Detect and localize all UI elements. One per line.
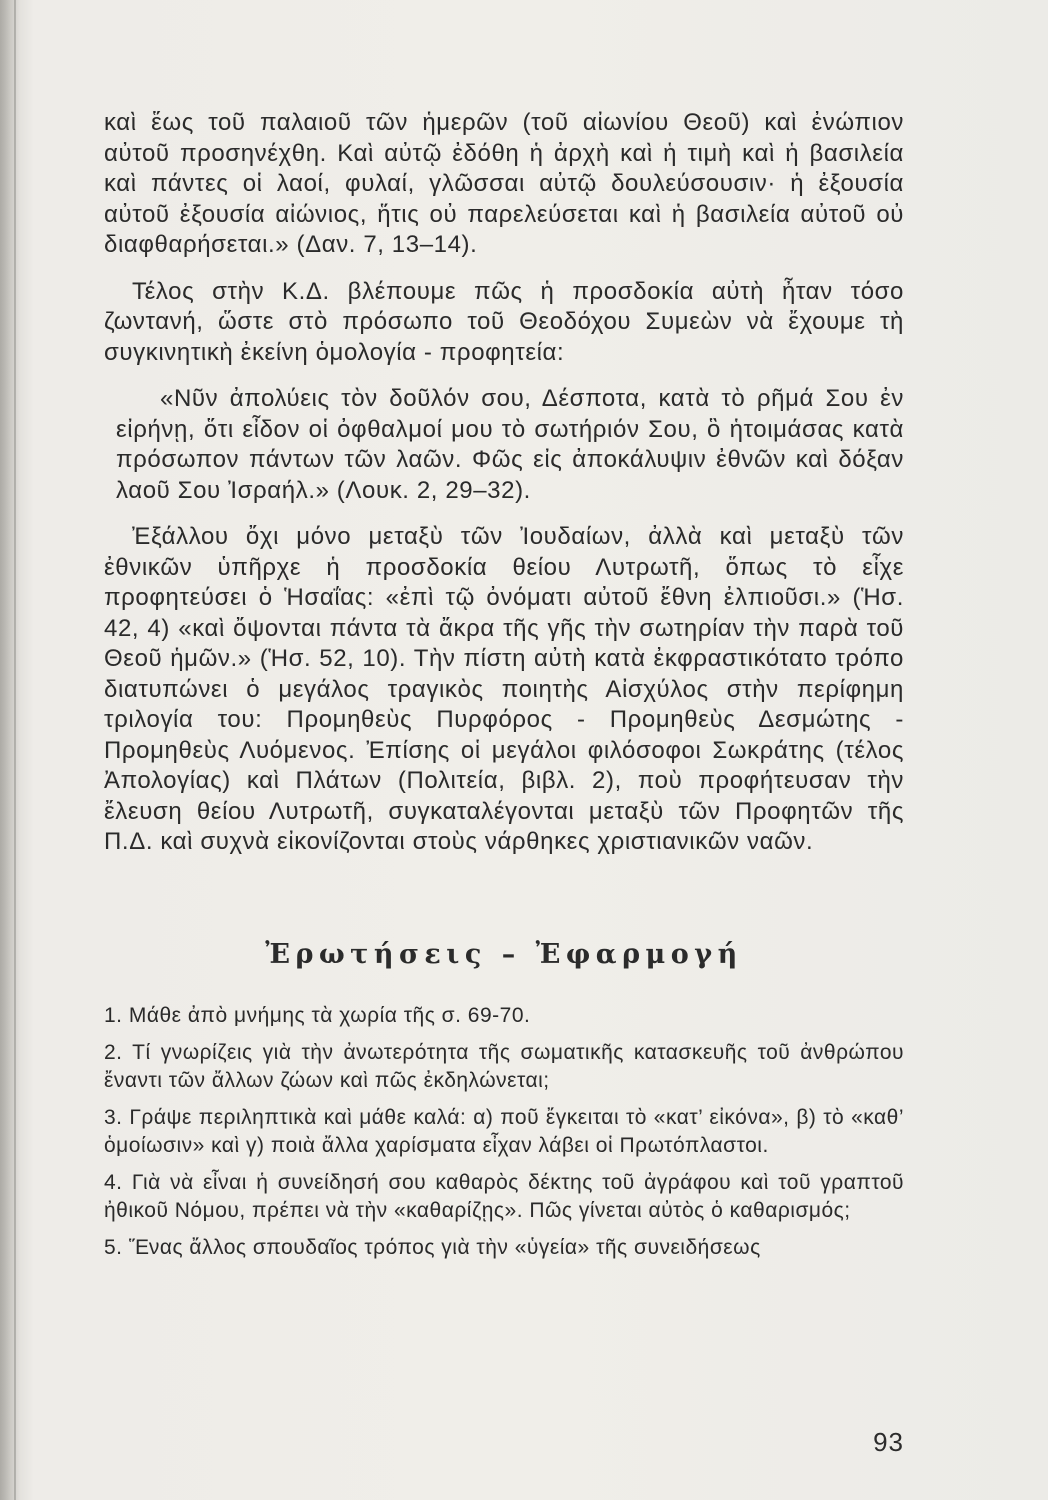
paragraph-gentiles-expectation: Ἐξάλλου ὄχι μόνο μεταξὺ τῶν Ἰουδαίων, ἀλλὰ καὶ μεταξὺ τῶν ἐθνικῶν ὑπῆρχε ἡ προσδοκία θείου Λυτρωτῆ, ὅπως τὸ εἶχε προφητεύσει ὁ Ἡσαΐας: «ἐπὶ τῷ ὀνόματι αὐτοῦ ἔθνη ἐλπιοῦσι.» (Ἡσ. 42, 4) «καὶ ὄψονται πάντα τὰ ἄκρα τῆς γῆς τὴν σωτηρίαν τὴν παρὰ τοῦ Θεοῦ ἡμῶν.» (Ἡσ. 52, 10). Τὴν πίστη αὐτὴ κατὰ ἐκφραστικότατο τρόπο διατυπώνει ὁ μεγάλος τραγικὸς ποιητὴς Αἰσχύλος στὴν περίφημη τριλογία του: Προμηθεὺς Πυρφόρος - Προμηθεὺς Δεσμώτης - Προμηθεὺς Λυόμενος. Ἐπίσης οἱ μεγάλοι φιλόσοφοι Σωκράτης (τέλος Ἀπολογίας) καὶ Πλάτων (Πολιτεία, βιβλ. 2), ποὺ προφήτευσαν τὴν ἔλευση θείου Λυτρωτῆ, συγκαταλέγονται μεταξὺ τῶν Προφητῶν τῆς Π.Δ. καὶ συχνὰ εἰκονίζονται στοὺς νάρθηκες χριστιανικῶν ναῶν. bbox=[104, 523, 904, 855]
section-heading: Ἐρωτήσεις – Ἐφαρμογή bbox=[265, 938, 743, 970]
simeon-quote bbox=[116, 384, 904, 506]
paragraph-daniel-quote: καὶ ἕως τοῦ παλαιοῦ τῶν ἡμερῶν (τοῦ αἰωνίου Θεοῦ) καὶ ἐνώπιον αὐτοῦ προσηνέχθη. Καὶ αὐτῷ ἐδόθη ἡ ἀρχὴ καὶ ἡ τιμὴ καὶ ἡ βασιλεία καὶ πάντες οἱ λαοί, φυλαί, γλῶσσαι αὐτῷ δουλεύσουσιν· ἡ ἐξουσία αὐτοῦ ἐξουσία αἰώνιος, ἥτις οὐ παρελεύσεται καὶ ἡ βασιλεία αὐτοῦ οὐ διαφθαρήσεται.» (Δαν. 7, 13–14). bbox=[104, 109, 904, 258]
question-4: 4. Γιὰ νὰ εἶναι ἡ συνείδησή σου καθαρὸς δέκτης τοῦ ἀγράφου καὶ τοῦ γραπτοῦ ἠθικοῦ Νόμου, πρέπει νὰ τὴν «καθαρίζῃς». Πῶς γίνεται αὐτὸς ὁ καθαρισμός; bbox=[104, 1171, 904, 1222]
spine-line bbox=[14, 0, 16, 1500]
questions-list bbox=[104, 1002, 904, 1262]
question-2: 2. Τί γνωρίζεις γιὰ τὴν ἀνωτερότητα τῆς σωματικῆς κατασκευῆς τοῦ ἀνθρώπου ἔναντι τῶν ἄλλων ζώων καὶ πῶς ἐκδηλώνεται; bbox=[104, 1041, 904, 1092]
simeon-quote-text: «Νῦν ἀπολύεις τὸν δοῦλόν σου, Δέσποτα, κατὰ τὸ ρῆμά Σου ἐν εἰρήνῃ, ὅτι εἶδον οἱ ὀφθαλμοί μου τὸ σωτήριόν Σου, ὃ ἡτοιμάσας κατὰ πρόσωπον πάντων τῶν λαῶν. Φῶς εἰς ἀποκάλυψιν ἐθνῶν καὶ δόξαν λαοῦ Σου Ἰσραήλ.» (Λουκ. 2, 29–32). bbox=[116, 385, 904, 504]
spine-shadow bbox=[0, 0, 20, 1500]
question-1: 1. Μάθε ἀπὸ μνήμης τὰ χωρία τῆς σ. 69-70. bbox=[104, 1004, 531, 1027]
paragraph-simeon-intro: Τέλος στὴν Κ.Δ. βλέπουμε πῶς ἡ προσδοκία αὐτὴ ἦταν τόσο ζωντανή, ὥστε στὸ πρόσωπο τοῦ Θεοδόχου Συμεὼν νὰ ἔχουμε τὴ συγκινητικὴ ἐκείνη ὁμολογία - προφητεία: bbox=[104, 277, 904, 366]
question-3: 3. Γράψε περιληπτικὰ καὶ μάθε καλά: α) ποῦ ἔγκειται τὸ «κατ’ εἰκόνα», β) τὸ «καθ’ ὁμοίωσιν» καὶ γ) ποιὰ ἄλλα χαρίσματα εἶχαν λάβει οἱ Πρωτόπλαστοι. bbox=[104, 1106, 904, 1157]
question-5: 5. Ἕνας ἄλλος σπουδαῖος τρόπος γιὰ τὴν «ὑγεία» τῆς συνειδήσεως bbox=[104, 1236, 761, 1259]
page-number: 93 bbox=[873, 1427, 904, 1457]
page-content bbox=[104, 108, 904, 1271]
